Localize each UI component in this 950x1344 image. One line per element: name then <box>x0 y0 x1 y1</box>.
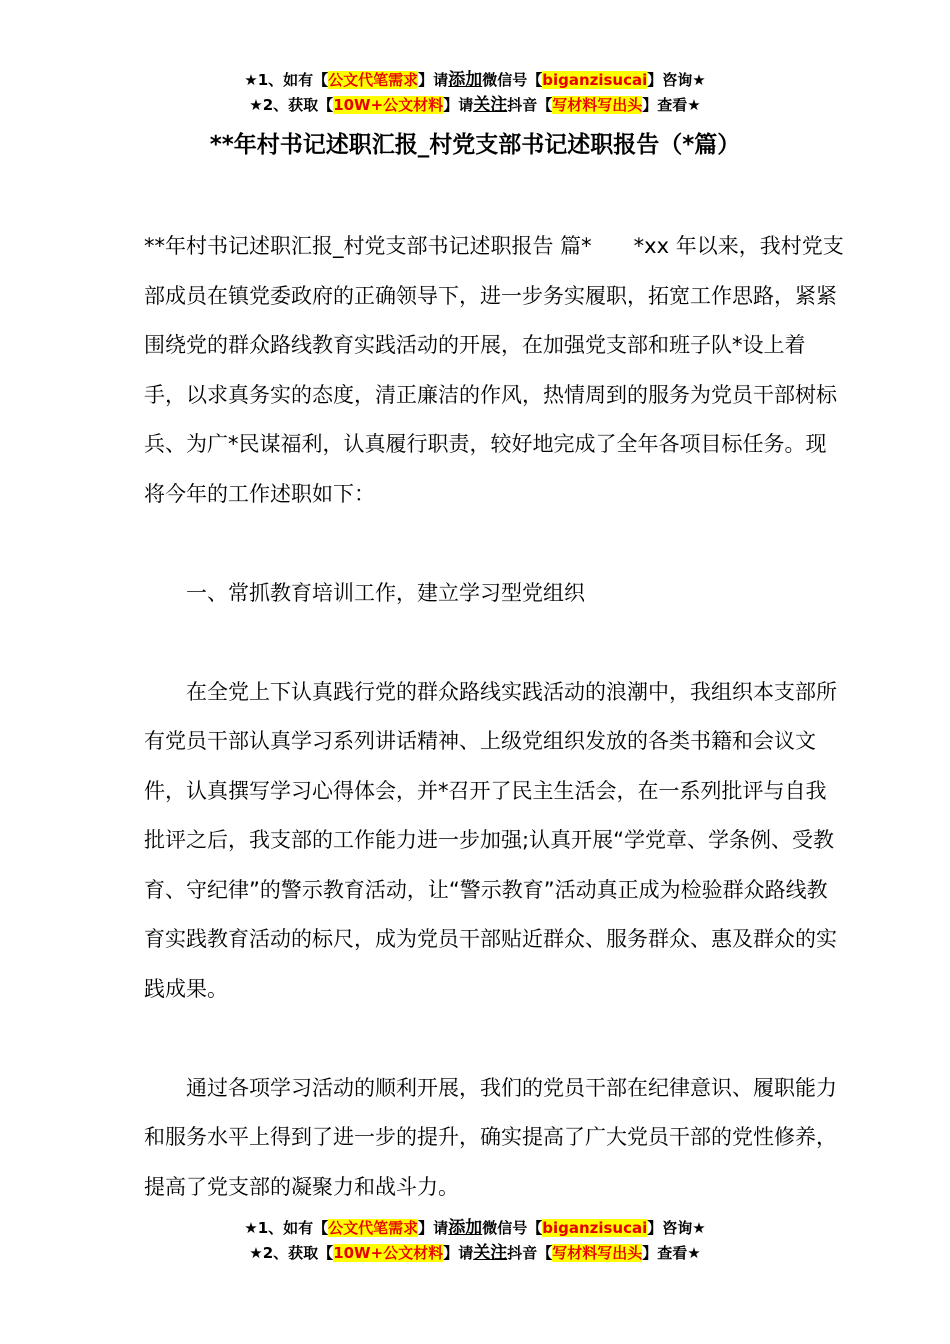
paragraph-education: 在全党上下认真践行党的群众路线实践活动的浪潮中，我组织本支部所有党员干部认真学习系列讲话精神、上级党组织发放的各类书籍和会议文件，认真撰写学习心得体会，并*召开了民主生活会，在一系列批评与自我批评之后，我支部的工作能力进一步加强;认真开展“学党章、学条例、受教育、守纪律”的警示教育活动，让“警示教育”活动真正成为检验群众路线教育实践教育活动的标尺，成为党员干部贴近群众、服务群众、惠及群众的实践成果。 <box>144 679 837 1001</box>
promo-text: 微信号【 <box>482 1219 543 1237</box>
promo-text: 抖音【 <box>507 96 553 114</box>
promo-highlight: 公文代笔需求 <box>328 1219 419 1237</box>
document-title: **年村书记述职汇报_村党支部书记述职报告（*篇） <box>209 132 741 158</box>
section-heading: 一、常抓教育培训工作，建立学习型党组织 <box>186 580 585 605</box>
promo-text: ★1、如有【 <box>244 1219 329 1237</box>
paragraph-spacer <box>144 519 844 569</box>
promo-keyword: 关注 <box>473 95 508 115</box>
promo-text: ★2、获取【 <box>249 1244 334 1262</box>
promo-text: 微信号【 <box>482 71 543 89</box>
paragraph-results: 通过各项学习活动的顺利开展，我们的党员干部在纪律意识、履职能力和服务水平上得到了进一步的提升，确实提高了广大党员干部的党性修养， 提高了党支部的凝聚力和战斗力。 <box>144 1075 837 1199</box>
paragraph-spacer <box>144 618 844 668</box>
promo-line-1 <box>0 68 950 93</box>
promo-keyword: 关注 <box>473 1243 508 1263</box>
promo-text: 】请 <box>443 1244 474 1262</box>
promo-highlight: biganzisucai <box>542 1219 648 1237</box>
promo-text: ★1、如有【 <box>244 71 329 89</box>
promo-text: 】查看★ <box>642 96 701 114</box>
promo-keyword: 添加 <box>448 70 483 90</box>
promo-text: 】请 <box>418 1219 449 1237</box>
promo-line-1 <box>0 1216 950 1241</box>
promo-text: 】请 <box>418 71 449 89</box>
promo-line-2 <box>0 93 950 118</box>
promo-highlight: 写材料写出头 <box>552 1244 643 1262</box>
promo-text: 】查看★ <box>642 1244 701 1262</box>
promo-highlight: 10W+公文材料 <box>333 96 444 114</box>
promo-text: ★2、获取【 <box>249 96 334 114</box>
paragraph-intro: **年村书记述职汇报_村党支部书记述职报告 篇* *xx 年以来，我村党支部成员在镇党委政府的正确领导下，进一步务实履职，拓宽工作思路，紧紧围绕党的群众路线教育实践活动的开展，在加强党支部和班子队*设上着手，以求真务实的态度，清正廉洁的作风，热情周到的服务为党员干部树标兵、为广*民谋福利，认真履行职责，较好地完成了全年各项目标任务。现将今年的工作述职如下： <box>144 234 844 506</box>
promo-text: 】咨询★ <box>647 71 706 89</box>
promo-highlight: 公文代笔需求 <box>328 71 419 89</box>
promo-highlight: 写材料写出头 <box>552 96 643 114</box>
promo-highlight: biganzisucai <box>542 71 648 89</box>
promo-line-2 <box>0 1241 950 1266</box>
promo-text: 抖音【 <box>507 1244 553 1262</box>
top-promo-banner <box>0 68 950 118</box>
paragraph-spacer <box>144 1014 844 1064</box>
document-body <box>144 222 844 1212</box>
promo-keyword: 添加 <box>448 1218 483 1238</box>
promo-text: 】咨询★ <box>647 1219 706 1237</box>
promo-highlight: 10W+公文材料 <box>333 1244 444 1262</box>
promo-text: 】请 <box>443 96 474 114</box>
bottom-promo-banner <box>0 1216 950 1266</box>
